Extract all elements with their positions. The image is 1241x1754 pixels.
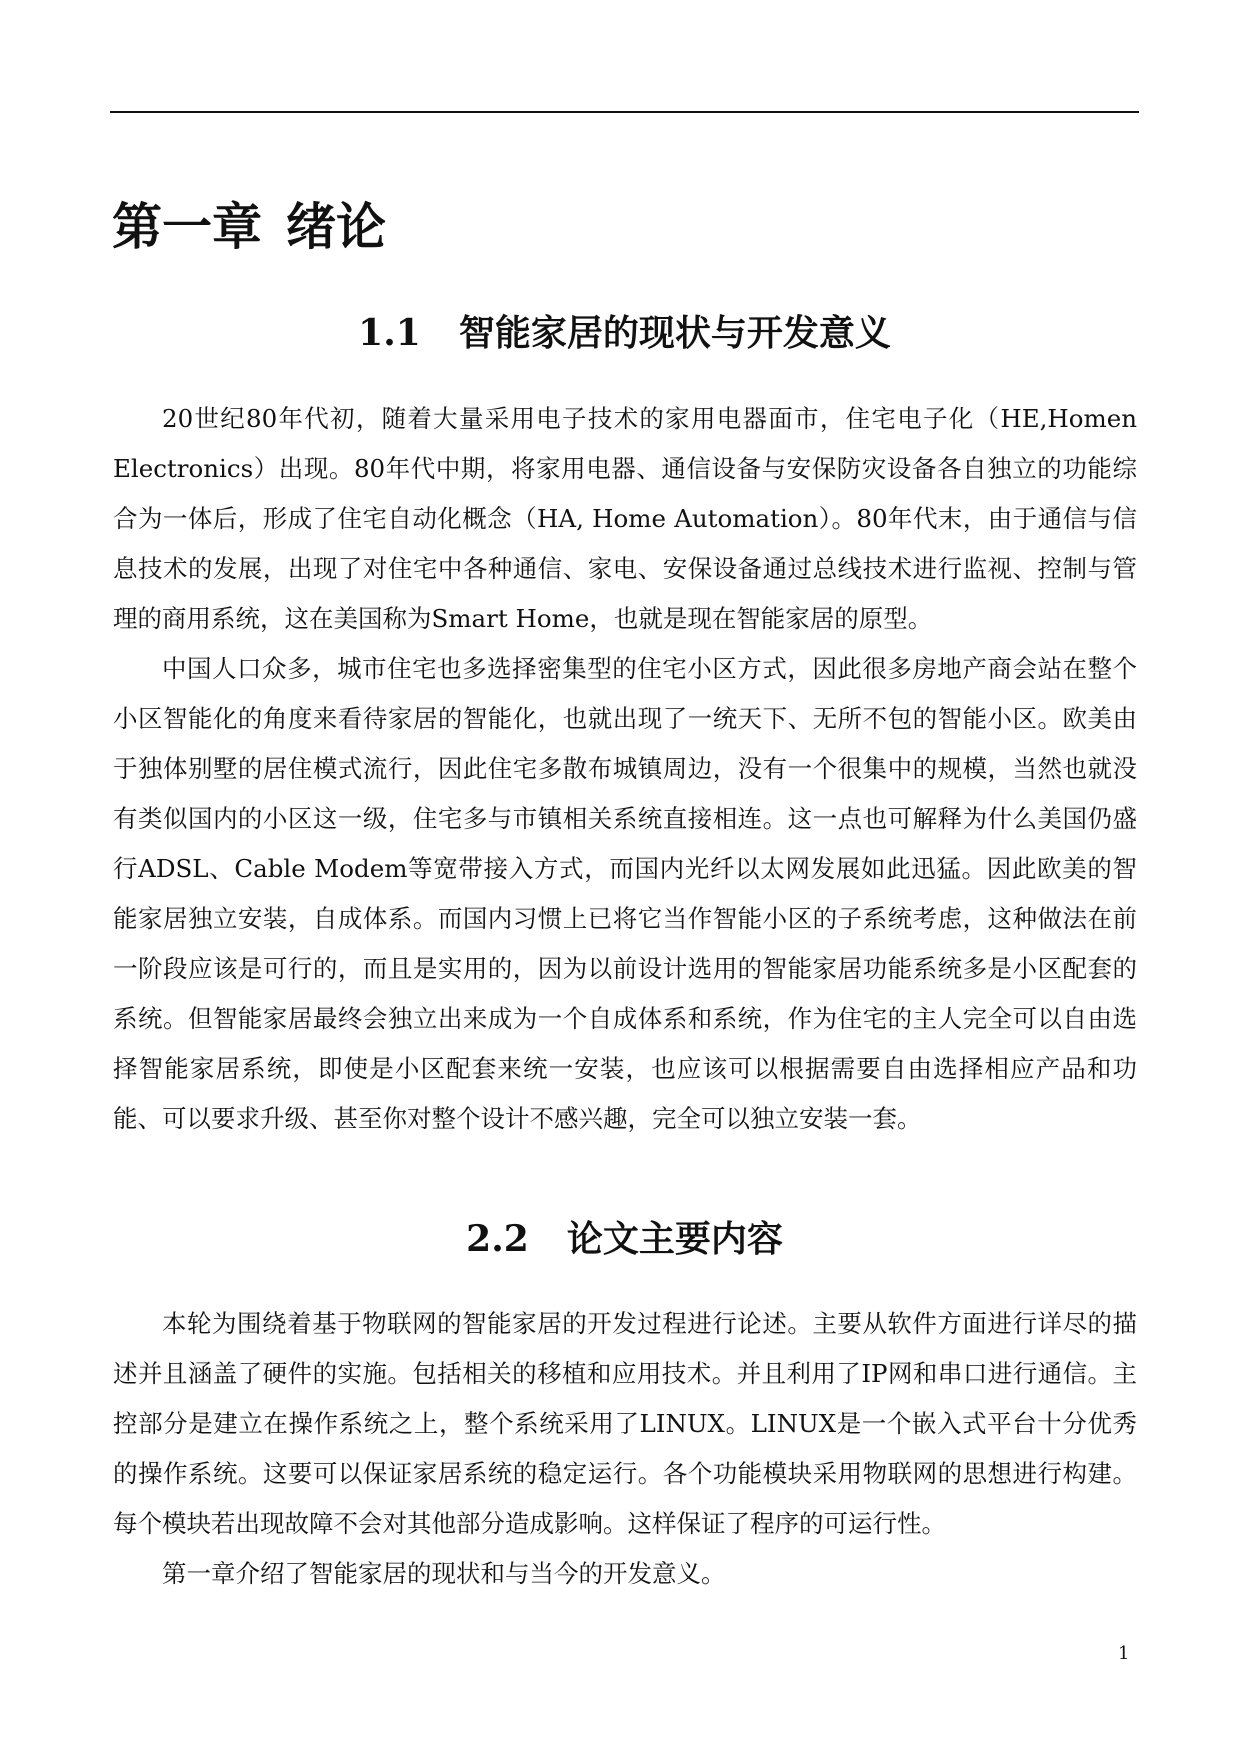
paragraph-history: 20世纪80年代初，随着大量采用电子技术的家用电器面市，住宅电子化（HE,Homen Electronics）出现。80年代中期，将家用电器、通信设备与安保防灾设备各自独立的功能综合为一体后，形成了住宅自动化概念（HA, Home Automation）。80年代末，由于通信与信息技术的发展，出现了对住宅中各种通信、家电、安保设备通过总线技术进行监视、控制与管理的商用系统，这在美国称为Smart Home，也就是现在智能家居的原型。 [113, 404, 1137, 633]
paragraph-thesis-content: 本轮为围绕着基于物联网的智能家居的开发过程进行论述。主要从软件方面进行详尽的描述并且涵盖了硬件的实施。包括相关的移植和应用技术。并且利用了IP网和串口进行通信。主控部分是建立在操作系统之上，整个系统采用了LINUX。LINUX是一个嵌入式平台十分优秀的操作系统。这要可以保证家居系统的稳定运行。各个功能模块采用物联网的思想进行构建。每个模块若出现故障不会对其他部分造成影响。这样保证了程序的可运行性。 [113, 1309, 1137, 1538]
chapter-title-text: 绪论 [286, 197, 386, 256]
paragraph-chapter-one-summary: 第一章介绍了智能家居的现状和与当今的开发意义。 [162, 1559, 726, 1588]
section-number: 2.2 [466, 1218, 529, 1260]
paragraph-china-vs-west: 中国人口众多，城市住宅也多选择密集型的住宅小区方式，因此很多房地产商会站在整个小区智能化的角度来看待家居的智能化，也就出现了一统天下、无所不包的智能小区。欧美由于独体别墅的居住模式流行，因此住宅多散布城镇周边，没有一个很集中的规模，当然也就没有类似国内的小区这一级，住宅多与市镇相关系统直接相连。这一点也可解释为什么美国仍盛行ADSL、Cable Modem等宽带接入方式，而国内光纤以太网发展如此迅猛。因此欧美的智能家居独立安装，自成体系。而国内习惯上已将它当作智能小区的子系统考虑，这种做法在前一阶段应该是可行的，而且是实用的，因为以前设计选用的智能家居功能系统多是小区配套的系统。但智能家居最终会独立出来成为一个自成体系和系统，作为住宅的主人完全可以自由选择智能家居系统，即使是小区配套来统一安装，也应该可以根据需要自由选择相应产品和功能、可以要求升级、甚至你对整个设计不感兴趣，完全可以独立安装一套。 [113, 654, 1137, 1133]
section-title-1-1 [110, 308, 1139, 358]
section-number: 1.1 [358, 312, 421, 354]
section-title-2-2 [110, 1214, 1139, 1264]
page-number: 1 [1118, 1643, 1130, 1664]
chapter-label: 第一章 [112, 197, 262, 256]
section-title-text: 智能家居的现状与开发意义 [458, 312, 891, 354]
header-rule [110, 111, 1139, 113]
section-title-text: 论文主要内容 [566, 1218, 783, 1260]
chapter-title [112, 192, 386, 262]
